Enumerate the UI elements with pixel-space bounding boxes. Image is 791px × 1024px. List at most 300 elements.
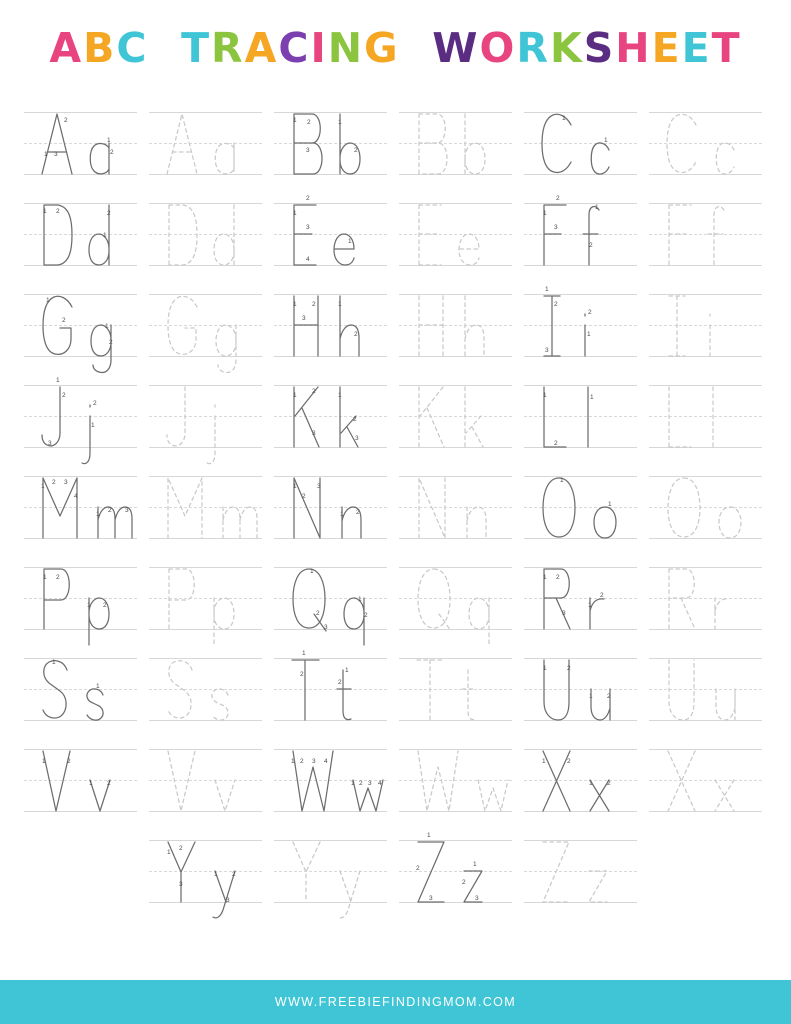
tracing-cell-v-dotted[interactable] [143,737,268,825]
tracing-cell-s-guided[interactable] [18,646,143,734]
guide-line-bot [649,720,762,721]
letter-glyphs-g [24,294,137,356]
tracing-cell-t-dotted[interactable] [393,646,518,734]
letter-glyphs-y [149,840,262,902]
guide-line-bot [399,538,512,539]
svg-text:1: 1 [348,238,352,245]
svg-text:1: 1 [560,477,564,484]
svg-text:2: 2 [67,758,71,765]
tracing-cell-k-dotted[interactable] [393,373,518,461]
title-letter: K [549,24,584,72]
letter-guide-box [399,294,512,356]
title-letter: A [244,24,279,72]
letter-glyphs-w [399,749,512,811]
svg-text:1: 1 [46,297,50,304]
svg-text:1: 1 [43,208,47,215]
letter-guide-box [24,658,137,720]
tracing-cell-d-guided[interactable] [18,191,143,279]
tracing-cell-n-guided[interactable] [268,464,393,552]
svg-text:2: 2 [93,400,97,407]
tracing-cell-a-guided[interactable] [18,100,143,188]
guide-line-bot [274,538,387,539]
svg-text:3: 3 [324,624,328,631]
svg-text:1: 1 [293,483,297,490]
svg-text:2: 2 [364,612,368,619]
svg-text:4: 4 [306,256,310,263]
letter-glyphs-h [274,294,387,356]
svg-text:2: 2 [232,871,236,878]
letter-guide-box [399,749,512,811]
svg-text:2: 2 [312,388,316,395]
letter-glyphs-c [649,112,762,174]
letter-guide-box [149,112,262,174]
letter-guide-box [274,294,387,356]
svg-text:2: 2 [56,574,60,581]
letter-guide-box [524,658,637,720]
guide-line-bot [149,447,262,448]
svg-text:2: 2 [109,339,113,346]
svg-text:2: 2 [316,610,320,617]
guide-line-bot [399,447,512,448]
svg-text:1: 1 [338,119,342,126]
svg-text:1: 1 [293,392,297,399]
guide-line-bot [649,174,762,175]
tracing-cell-z-dotted[interactable] [518,828,643,916]
letter-guide-box [649,658,762,720]
letter-guide-box [649,385,762,447]
svg-text:1: 1 [543,574,547,581]
svg-text:1: 1 [91,422,95,429]
svg-text:3: 3 [48,440,52,447]
guide-line-bot [399,356,512,357]
tracing-cell-x-guided[interactable] [518,737,643,825]
svg-text:2: 2 [554,301,558,308]
svg-text:1: 1 [338,392,342,399]
tracing-cell-u-guided[interactable] [518,646,643,734]
svg-text:1: 1 [590,394,594,401]
svg-text:2: 2 [356,509,360,516]
svg-text:1: 1 [293,210,297,217]
tracing-cell-o-dotted[interactable] [643,464,768,552]
title-letter: S [583,24,616,72]
letter-glyphs-k [399,385,512,447]
tracing-cell-b-guided[interactable] [268,100,393,188]
letter-guide-box [149,476,262,538]
svg-text:1: 1 [543,210,547,217]
svg-text:2: 2 [462,879,466,886]
guide-line-bot [399,811,512,812]
tracing-row [18,828,773,916]
guide-line-bot [149,720,262,721]
svg-text:1: 1 [291,758,295,765]
svg-text:1: 1 [89,780,93,787]
tracing-cell-t-guided[interactable] [268,646,393,734]
title-letter: N [327,24,365,72]
letter-guide-box [399,832,512,902]
letter-glyphs-e [274,195,387,265]
letter-glyphs-u [524,658,637,720]
letter-guide-box [524,286,637,356]
letter-glyphs-u [649,658,762,720]
letter-guide-box [149,658,262,720]
svg-text:3: 3 [179,881,183,888]
tracing-cell-q-guided[interactable] [268,555,393,643]
svg-text:3: 3 [317,483,321,490]
svg-text:2: 2 [554,440,558,447]
guide-line-bot [649,356,762,357]
tracing-cell-z-guided[interactable] [393,828,518,916]
svg-text:1: 1 [293,301,297,308]
letter-glyphs-c [524,112,637,174]
svg-text:1: 1 [105,323,109,330]
tracing-cell-a-dotted[interactable] [143,100,268,188]
letter-glyphs-w [274,749,387,811]
letter-guide-box [149,294,262,356]
letter-glyphs-d [149,203,262,265]
tracing-row [18,373,773,461]
letter-glyphs-g [149,294,262,356]
title-letter: W [432,24,480,72]
tracing-cell-e-guided[interactable] [268,191,393,279]
guide-line-bot [274,902,387,903]
svg-text:3: 3 [554,224,558,231]
letter-glyphs-d [24,203,137,265]
letter-glyphs-b [274,112,387,174]
letter-guide-box [274,476,387,538]
title-letter: I [310,24,328,72]
title-letter: R [211,24,245,72]
guide-line-bot [149,902,262,903]
letter-guide-box [274,385,387,447]
tracing-cell-r-dotted[interactable] [643,555,768,643]
svg-text:2: 2 [110,149,114,156]
letter-guide-box [24,476,137,538]
letter-guide-box [24,377,137,447]
svg-text:1: 1 [351,780,355,787]
svg-text:1: 1 [96,511,100,518]
title-letter: E [651,24,682,72]
guide-line-bot [524,902,637,903]
letter-guide-box [149,840,262,902]
page-title-text [0,24,791,72]
letter-glyphs-h [399,294,512,356]
letter-glyphs-r [524,567,637,629]
letter-glyphs-k [274,385,387,447]
svg-text:2: 2 [302,493,306,500]
tracing-cell-j-dotted[interactable] [143,373,268,461]
svg-text:2: 2 [600,592,604,599]
guide-line-bot [649,447,762,448]
tracing-cell-x-dotted[interactable] [643,737,768,825]
tracing-row [18,646,773,734]
guide-line-bot [524,265,637,266]
tracing-cell-y-dotted[interactable] [268,828,393,916]
letter-guide-box [524,840,637,902]
svg-text:2: 2 [107,210,111,217]
letter-guide-box [149,567,262,629]
svg-text:1: 1 [587,331,591,338]
svg-text:2: 2 [64,117,68,124]
title-letter: G [364,24,400,72]
title-letter: A [49,24,84,72]
letter-guide-box [649,203,762,265]
svg-text:2: 2 [300,758,304,765]
svg-text:1: 1 [604,137,608,144]
title-letter: C [116,24,149,72]
svg-text:2: 2 [588,309,592,316]
tracing-cell-j-guided[interactable] [18,373,143,461]
guide-line-bot [649,811,762,812]
letter-guide-box [24,203,137,265]
tracing-cell-l-guided[interactable] [518,373,643,461]
letter-guide-box [24,112,137,174]
guide-line-bot [524,174,637,175]
guide-line-bot [24,538,137,539]
title-letter: H [615,24,652,72]
guide-line-bot [399,265,512,266]
guide-line-bot [399,720,512,721]
svg-text:1: 1 [473,861,477,868]
letter-guide-box [649,112,762,174]
letter-glyphs-q [399,567,512,629]
guide-line-bot [274,265,387,266]
svg-text:2: 2 [338,679,342,686]
letter-guide-box [649,567,762,629]
svg-text:1: 1 [542,758,546,765]
svg-text:2: 2 [556,195,560,202]
tracing-cell-f-dotted[interactable] [643,191,768,279]
tracing-grid [18,100,773,919]
tracing-cell-p-guided[interactable] [18,555,143,643]
tracing-cell-v-guided[interactable] [18,737,143,825]
svg-text:3: 3 [125,507,129,514]
guide-line-bot [24,447,137,448]
tracing-cell-g-dotted[interactable] [143,282,268,370]
svg-text:1: 1 [545,286,549,293]
svg-text:3: 3 [355,435,359,442]
page-title [0,24,791,72]
svg-text:3: 3 [475,895,479,902]
tracing-cell-q-dotted[interactable] [393,555,518,643]
svg-text:1: 1 [338,301,342,308]
svg-text:3: 3 [54,151,58,158]
guide-line-bot [274,356,387,357]
guide-line-bot [24,174,137,175]
svg-text:4: 4 [324,758,328,765]
svg-text:2: 2 [416,865,420,872]
svg-text:1: 1 [562,115,566,122]
tracing-cell-w-guided[interactable] [268,737,393,825]
tracing-cell-k-guided[interactable] [268,373,393,461]
tracing-cell-i-dotted[interactable] [643,282,768,370]
guide-line-bot [399,174,512,175]
letter-glyphs-m [24,476,137,538]
letter-glyphs-r [649,567,762,629]
letter-glyphs-i [649,294,762,356]
letter-guide-box [274,195,387,265]
svg-text:1: 1 [595,204,599,211]
svg-text:2: 2 [567,758,571,765]
guide-line-bot [149,811,262,812]
tracing-cell-h-guided[interactable] [268,282,393,370]
letter-glyphs-a [24,112,137,174]
letter-guide-box [24,749,137,811]
svg-text:2: 2 [108,507,112,514]
tracing-cell-o-guided[interactable] [518,464,643,552]
letter-glyphs-o [649,476,762,538]
letter-glyphs-m [149,476,262,538]
guide-line-bot [149,629,262,630]
title-letter: E [681,24,712,72]
letter-guide-box [24,294,137,356]
tracing-cell-u-dotted[interactable] [643,646,768,734]
svg-text:1: 1 [543,665,547,672]
guide-line-bot [149,265,262,266]
guide-line-bot [274,720,387,721]
svg-text:1: 1 [44,151,48,158]
letter-glyphs-l [524,385,637,447]
svg-text:3: 3 [312,430,316,437]
title-letter: T [711,24,742,72]
svg-text:3: 3 [312,758,316,765]
tracing-row [18,191,773,279]
tracing-cell-e-dotted[interactable] [393,191,518,279]
letter-guide-box [524,567,637,629]
svg-text:1: 1 [608,501,612,508]
letter-glyphs-b [399,112,512,174]
letter-guide-box [399,203,512,265]
letter-guide-box [399,476,512,538]
guide-line-bot [24,811,137,812]
letter-glyphs-t [274,650,387,720]
svg-text:3: 3 [306,224,310,231]
tracing-cell-c-guided[interactable] [518,100,643,188]
svg-text:2: 2 [567,665,571,672]
letter-guide-box [274,112,387,174]
svg-text:2: 2 [52,479,56,486]
svg-text:3: 3 [306,147,310,154]
tracing-cell-p-dotted[interactable] [143,555,268,643]
letter-glyphs-e [399,203,512,265]
svg-text:1: 1 [589,693,593,700]
guide-line-bot [274,811,387,812]
svg-text:1: 1 [107,137,111,144]
svg-text:1: 1 [345,667,349,674]
guide-line-bot [274,629,387,630]
tracing-cell-w-dotted[interactable] [393,737,518,825]
guide-line-bot [524,538,637,539]
letter-guide-box [649,749,762,811]
svg-text:2: 2 [179,845,183,852]
title-letter: R [516,24,550,72]
letter-glyphs-l [649,385,762,447]
letter-glyphs-p [24,567,137,629]
letter-guide-box [524,476,637,538]
tracing-cell-m-guided[interactable] [18,464,143,552]
tracing-cell-m-dotted[interactable] [143,464,268,552]
svg-text:2: 2 [307,119,311,126]
svg-text:2: 2 [354,147,358,154]
title-letter [149,28,182,69]
letter-glyphs-y [274,840,387,902]
title-letter: C [278,24,311,72]
letter-glyphs-a [149,112,262,174]
svg-text:2: 2 [56,208,60,215]
guide-line-bot [24,629,137,630]
svg-text:3: 3 [64,479,68,486]
tracing-cell-n-dotted[interactable] [393,464,518,552]
tracing-cell-i-guided[interactable] [518,282,643,370]
svg-text:1: 1 [310,568,314,575]
letter-glyphs-o [524,476,637,538]
guide-line-bot [274,447,387,448]
tracing-cell-f-guided[interactable] [518,191,643,279]
svg-text:2: 2 [306,195,310,202]
tracing-cell-b-dotted[interactable] [393,100,518,188]
tracing-row [18,555,773,643]
svg-text:1: 1 [43,574,47,581]
tracing-row [18,282,773,370]
tracing-cell-h-dotted[interactable] [393,282,518,370]
svg-text:4: 4 [74,493,78,500]
svg-text:1: 1 [41,483,45,490]
tracing-cell-s-dotted[interactable] [143,646,268,734]
svg-text:3: 3 [562,610,566,617]
svg-text:1: 1 [87,602,91,609]
guide-line-bot [524,811,637,812]
svg-text:2: 2 [312,301,316,308]
tracing-cell-r-guided[interactable] [518,555,643,643]
guide-line-bot [274,174,387,175]
svg-text:1: 1 [543,392,547,399]
letter-guide-box [149,385,262,447]
svg-text:3: 3 [302,315,306,322]
tracing-cell-y-guided[interactable] [143,828,268,916]
tracing-row [18,464,773,552]
letter-glyphs-z [399,832,512,902]
svg-text:2: 2 [607,780,611,787]
footer-url: WWW.FREEBIEFINDINGMOM.COM [274,995,517,1009]
svg-text:3: 3 [545,347,549,354]
letter-glyphs-v [149,749,262,811]
svg-text:2: 2 [589,242,593,249]
svg-text:1: 1 [358,596,362,603]
svg-text:2: 2 [300,671,304,678]
letter-guide-box [149,203,262,265]
guide-line-bot [24,720,137,721]
letter-guide-box [274,567,387,629]
letter-glyphs-j [24,377,137,447]
guide-line-bot [524,447,637,448]
letter-guide-box [399,567,512,629]
tracing-cell-l-dotted[interactable] [643,373,768,461]
tracing-cell-d-dotted[interactable] [143,191,268,279]
tracing-cell-c-dotted[interactable] [643,100,768,188]
svg-text:1: 1 [589,780,593,787]
letter-glyphs-p [149,567,262,629]
letter-guide-box [274,749,387,811]
letter-guide-box [649,476,762,538]
tracing-cell-g-guided[interactable] [18,282,143,370]
letter-guide-box [524,385,637,447]
guide-line-bot [524,356,637,357]
letter-glyphs-n [274,476,387,538]
letter-glyphs-v [24,749,137,811]
letter-glyphs-x [524,749,637,811]
svg-text:3: 3 [226,897,230,904]
tracing-row [18,100,773,188]
letter-glyphs-i [524,286,637,356]
